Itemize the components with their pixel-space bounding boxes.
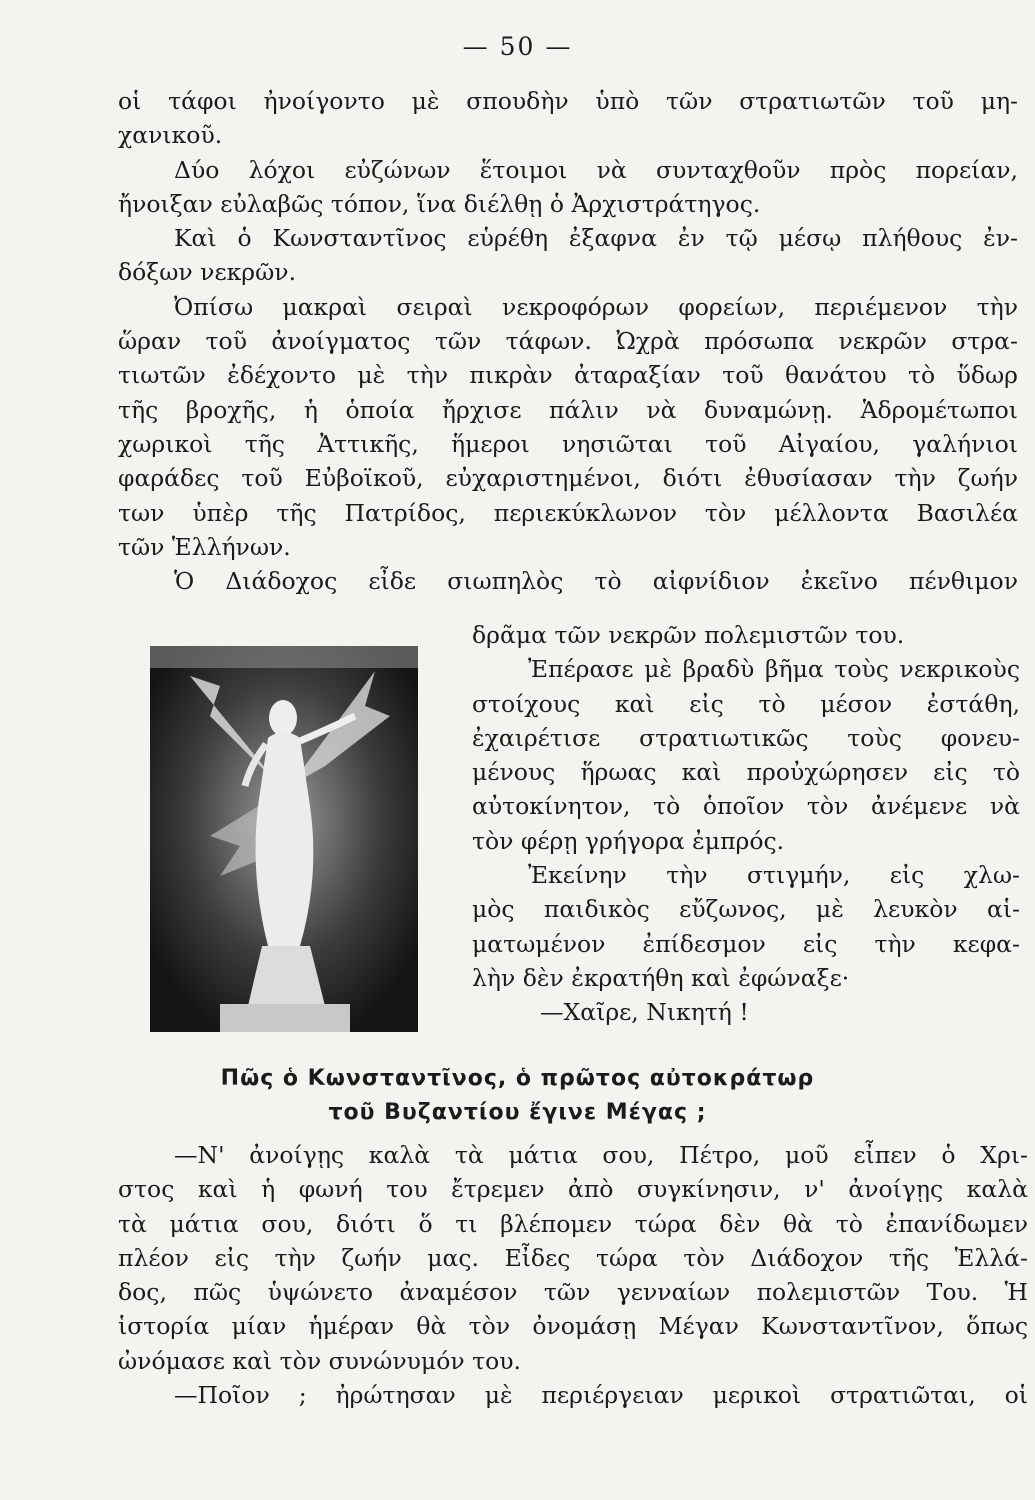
text-line: —Χαῖρε, Νικητή ! <box>540 998 749 1027</box>
text-line: μὸς παιδικὸς εὔζωνος, μὲ λευκὸν αἱ- <box>472 895 1020 924</box>
section-heading-line2: τοῦ Βυζαντίου ἔγινε Μέγας ; <box>328 1100 707 1125</box>
text-line: —Ν' ἀνοίγῃς καλὰ τὰ μάτια σου, Πέτρο, μοῦ εἶπεν ὁ Χρι- <box>174 1141 1028 1169</box>
text-line: Δύο λόχοι εὐζώνων ἕτοιμοι νὰ συνταχθοῦν πρὸς πορείαν, <box>174 155 1018 184</box>
text-line: ἐχαιρέτισε στρατιωτικῶς τοὺς φονευ- <box>472 723 1020 752</box>
text-line: —Ποῖον ; ἠρώτησαν μὲ περιέργειαν μερικοὶ στρατιῶται, οἱ <box>174 1381 1028 1410</box>
text-line: Ἐκείνην τὴν στιγμήν, εἰς χλω- <box>528 861 1020 890</box>
text-line: τῆς βροχῆς, ἡ ὁποία ἤρχισε πάλιν νὰ δυναμώνῃ. Ἁδρομέτωποι <box>118 395 1018 424</box>
section-heading-line1: Πῶς ὁ Κωνσταντῖνος, ὁ πρῶτος αὐτοκράτωρ <box>220 1066 815 1091</box>
wrapped-text-column <box>472 618 1020 1030</box>
text-line: χανικοῦ. <box>118 121 223 150</box>
top-text-block <box>118 84 1018 598</box>
text-line: δρᾶμα τῶν νεκρῶν πολεμιστῶν του. <box>472 621 905 649</box>
text-line: τῶν Ἑλλήνων. <box>118 532 291 561</box>
text-line: δόξων νεκρῶν. <box>118 258 297 287</box>
text-line: τιωτῶν ἐδέχοντο μὲ τὴν πικρὰν ἀταραξίαν τοῦ θανάτου τὸ ὕδωρ <box>118 361 1018 390</box>
text-line: στοίχους καὶ εἰς τὸ μέσον ἐστάθη, <box>472 689 1020 718</box>
text-line: λὴν δὲν ἐκρατήθη καὶ ἐφώναξε· <box>472 963 850 992</box>
text-line: δος, πῶς ὑψώνετο ἀναμέσον τῶν γενναίων πολεμιστῶν Του. Ἡ <box>118 1278 1028 1307</box>
text-line: των ὑπὲρ τῆς Πατρίδος, περιεκύκλωνον τὸν μέλλοντα Βασιλέα <box>118 498 1018 527</box>
text-line: Ὀπίσω μακραὶ σειραὶ νεκροφόρων φορείων, περιέμενον τὴν <box>174 292 1018 321</box>
text-line: οἱ τάφοι ἠνοίγοντο μὲ σπουδὴν ὑπὸ τῶν στρατιωτῶν τοῦ μη- <box>118 87 1018 115</box>
text-line: Ὁ Διάδοχος εἶδε σιωπηλὸς τὸ αἰφνίδιον ἐκεῖνο πένθιμον <box>174 567 1018 596</box>
text-line: ὥραν τοῦ ἀνοίγματος τῶν τάφων. Ὠχρὰ πρόσωπα νεκρῶν στρα- <box>118 327 1018 356</box>
text-line: Καὶ ὁ Κωνσταντῖνος εὑρέθη ἐξαφνα ἐν τῷ μέσῳ πλήθους ἐν- <box>174 224 1018 253</box>
text-line: πλέον εἰς τὴν ζωήν μας. Εἶδες τώρα τὸν Διάδοχον τῆς Ἑλλά- <box>118 1243 1028 1272</box>
lower-text-block <box>118 1138 1028 1412</box>
text-line: Ἐπέρασε μὲ βραδὺ βῆμα τοὺς νεκρικοὺς <box>528 655 1020 684</box>
page-number: — 50 — <box>462 32 573 61</box>
text-line: μένους ἥρωας καὶ προὐχώρησεν εἰς τὸ <box>472 758 1020 787</box>
text-line: τὰ μάτια σου, διότι ὅ τι βλέπομεν τώρα δὲν θὰ τὸ ἐπανίδωμεν <box>118 1209 1028 1238</box>
text-line: ἱστορία μίαν ἡμέραν θὰ τὸν ὀνομάσῃ Μέγαν Κωνσταντῖνον, ὅπως <box>118 1312 1028 1341</box>
text-line: χωρικοὶ τῆς Ἀττικῆς, ἥμεροι νησιῶται τοῦ Αἰγαίου, γαλήνιοι <box>118 429 1018 458</box>
text-line: ματωμένον ἐπίδεσμον εἰς τὴν κεφα- <box>472 929 1020 958</box>
victory-statue-figure <box>150 646 418 1032</box>
text-line: στος καὶ ἡ φωνή του ἔτρεμεν ἀπὸ συγκίνησιν, ν' ἀνοίγῃς καλὰ <box>118 1175 1028 1204</box>
text-line: τὸν φέρῃ γρήγορα ἐμπρός. <box>472 826 785 855</box>
text-line: ὠνόμασε καὶ τὸν συνώνυμόν του. <box>118 1346 521 1375</box>
text-line: φαράδες τοῦ Εὐβοϊκοῦ, εὐχαριστημένοι, διότι ἐθυσίασαν τὴν ζωήν <box>118 464 1018 493</box>
text-line: αὐτοκίνητον, τὸ ὁποῖον τὸν ἀνέμενε νὰ <box>472 792 1020 821</box>
text-line: ἤνοιξαν εὐλαβῶς τόπον, ἵνα διέλθῃ ὁ Ἀρχιστράτηγος. <box>118 189 761 218</box>
